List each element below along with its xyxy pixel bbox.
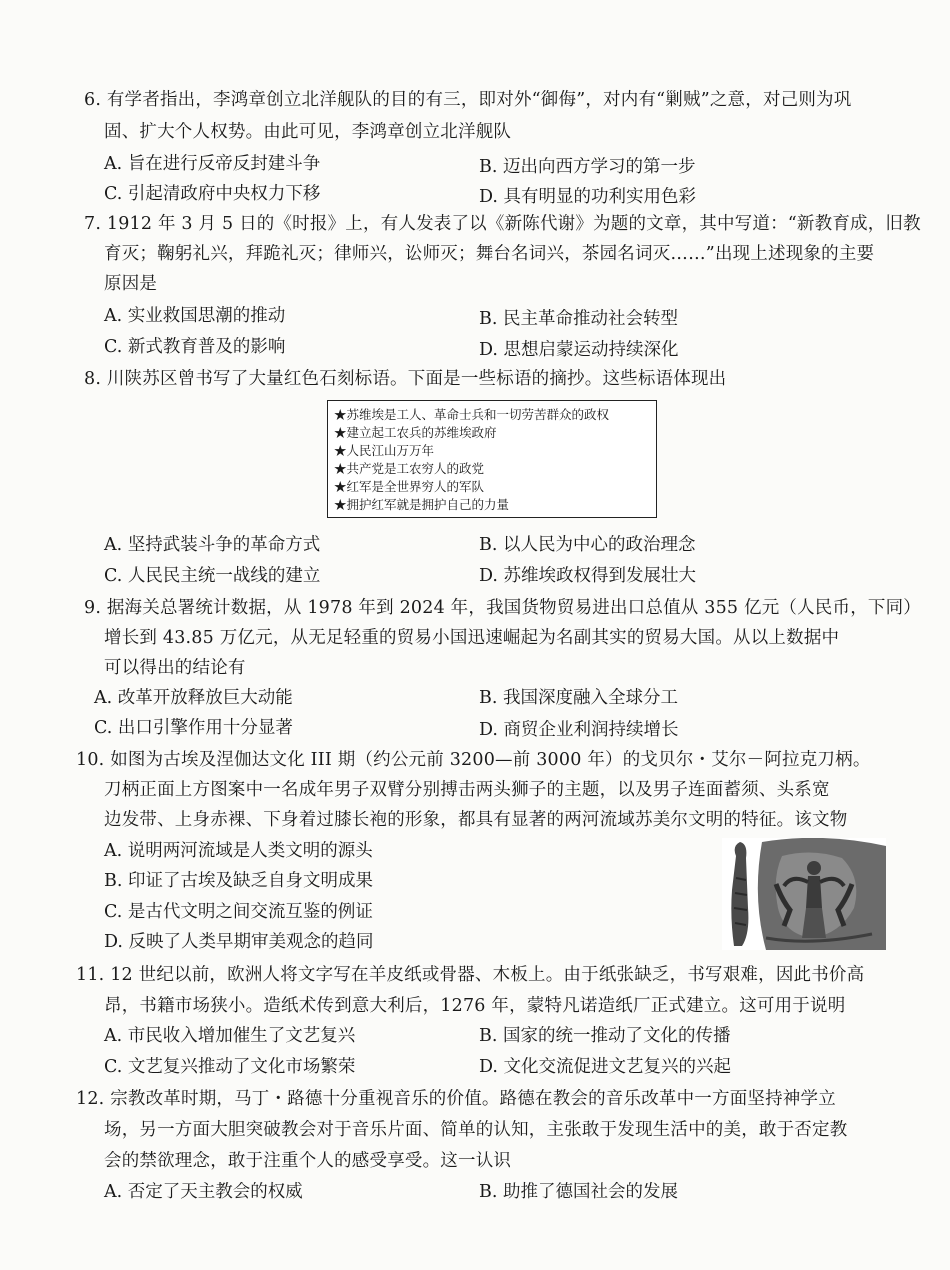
- q7-stem-line-2: 育灭；鞠躬礼兴，拜跪礼灭；律师兴，讼师灭；舞台名词兴，茶园名词灭……”出现上述现象的主要: [104, 244, 875, 264]
- q12-stem-line-2: 场，另一方面大胆突破教会对于音乐片面、简单的认知，主张敢于发现生活中的美，敢于否定教: [104, 1120, 848, 1140]
- q11-stem-line-1: 11. 12 世纪以前，欧洲人将文字写在羊皮纸或骨器、木板上。由于纸张缺乏，书写艰难，因此书价高: [76, 965, 865, 985]
- q6-option-d: D. 具有明显的功利实用色彩: [479, 187, 697, 207]
- q10-option-c: C. 是古代文明之间交流互鉴的例证: [104, 902, 373, 922]
- q10-option-d: D. 反映了人类早期审美观念的趋同: [104, 932, 374, 952]
- q11-stem-line-2: 昂，书籍市场狭小。造纸术传到意大利后，1276 年，蒙特凡诺造纸厂正式建立。这可用于说明: [104, 996, 846, 1016]
- q6-stem-line-1: 6. 有学者指出，李鸿章创立北洋舰队的目的有三，即对外“御侮”，对内有“剿贼”之意，对己则为巩: [84, 90, 852, 110]
- slogan-2: ★建立起工农兵的苏维埃政府: [334, 425, 497, 440]
- q7-option-a: A. 实业救国思潮的推动: [104, 306, 286, 326]
- q8-option-b: B. 以人民为中心的政治理念: [479, 535, 696, 555]
- q12-option-a: A. 否定了天主教会的权威: [104, 1182, 303, 1202]
- q6-option-c: C. 引起清政府中央权力下移: [104, 184, 321, 204]
- q9-stem-line-2: 增长到 43.85 万亿元，从无足轻重的贸易小国迅速崛起为名副其实的贸易大国。从以上数据中: [104, 628, 840, 648]
- q10-option-a: A. 说明两河流域是人类文明的源头: [104, 841, 373, 861]
- q9-stem-line-3: 可以得出的结论有: [104, 658, 246, 678]
- q11-option-c: C. 文艺复兴推动了文化市场繁荣: [104, 1057, 356, 1077]
- slogan-box: [327, 400, 657, 518]
- q9-option-a: A. 改革开放释放巨大动能: [94, 688, 293, 708]
- q10-stem-line-2: 刀柄正面上方图案中一名成年男子双臂分别搏击两头狮子的主题，以及男子连面蓄须、头系宽: [104, 780, 830, 800]
- q11-option-a: A. 市民收入增加催生了文艺复兴: [104, 1026, 356, 1046]
- slogan-5: ★红军是全世界穷人的军队: [334, 479, 485, 494]
- q11-option-b: B. 国家的统一推动了文化的传播: [479, 1026, 731, 1046]
- q6-stem-line-2: 固、扩大个人权势。由此可见，李鸿章创立北洋舰队: [104, 122, 512, 142]
- q12-stem-line-1: 12. 宗教改革时期，马丁・路德十分重视音乐的价值。路德在教会的音乐改革中一方面坚持神学立: [76, 1089, 836, 1109]
- q10-stem-line-3: 边发带、上身赤裸、下身着过膝长袍的形象，都具有显著的两河流域苏美尔文明的特征。该文物: [104, 810, 848, 830]
- q9-stem-line-1: 9. 据海关总署统计数据，从 1978 年到 2024 年，我国货物贸易进出口总值从 355 亿元（人民币，下同）: [84, 598, 922, 618]
- q8-option-a: A. 坚持武装斗争的革命方式: [104, 535, 321, 555]
- q7-stem-line-1: 7. 1912 年 3 月 5 日的《时报》上，有人发表了以《新陈代谢》为题的文章，其中写道：“新教育成，旧教: [84, 214, 921, 234]
- q10-option-b: B. 印证了古埃及缺乏自身文明成果: [104, 871, 373, 891]
- q7-option-d: D. 思想启蒙运动持续深化: [479, 340, 679, 360]
- q8-stem-line-1: 8. 川陕苏区曾书写了大量红色石刻标语。下面是一些标语的摘抄。这些标语体现出: [84, 369, 727, 389]
- slogan-6: ★拥护红军就是拥护自己的力量: [334, 497, 510, 512]
- page-cutoff: [0, 1210, 950, 1270]
- q6-option-b: B. 迈出向西方学习的第一步: [479, 157, 696, 177]
- q8-option-d: D. 苏维埃政权得到发展壮大: [479, 566, 697, 586]
- slogan-1: ★苏维埃是工人、革命士兵和一切劳苦群众的政权: [334, 407, 610, 422]
- q7-option-c: C. 新式教育普及的影响: [104, 337, 286, 357]
- q12-option-b: B. 助推了德国社会的发展: [479, 1182, 678, 1202]
- slogan-3: ★人民江山万万年: [334, 443, 435, 458]
- q9-option-c: C. 出口引擎作用十分显著: [94, 718, 293, 738]
- q10-stem-line-1: 10. 如图为古埃及涅伽达文化 III 期（约公元前 3200—前 3000 年）的戈贝尔・艾尔－阿拉克刀柄。: [76, 750, 871, 770]
- q7-option-b: B. 民主革命推动社会转型: [479, 309, 678, 329]
- q12-stem-line-3: 会的禁欲理念，敢于注重个人的感受享受。这一认识: [104, 1151, 512, 1171]
- knife-handle-image: [722, 838, 886, 950]
- q6-option-a: A. 旨在进行反帝反封建斗争: [104, 154, 321, 174]
- slogan-4: ★共产党是工农穷人的政党: [334, 461, 485, 476]
- q9-option-d: D. 商贸企业利润持续增长: [479, 720, 679, 740]
- q11-option-d: D. 文化交流促进文艺复兴的兴起: [479, 1057, 732, 1077]
- q9-option-b: B. 我国深度融入全球分工: [479, 688, 678, 708]
- q8-option-c: C. 人民民主统一战线的建立: [104, 566, 321, 586]
- q7-stem-line-3: 原因是: [104, 274, 158, 294]
